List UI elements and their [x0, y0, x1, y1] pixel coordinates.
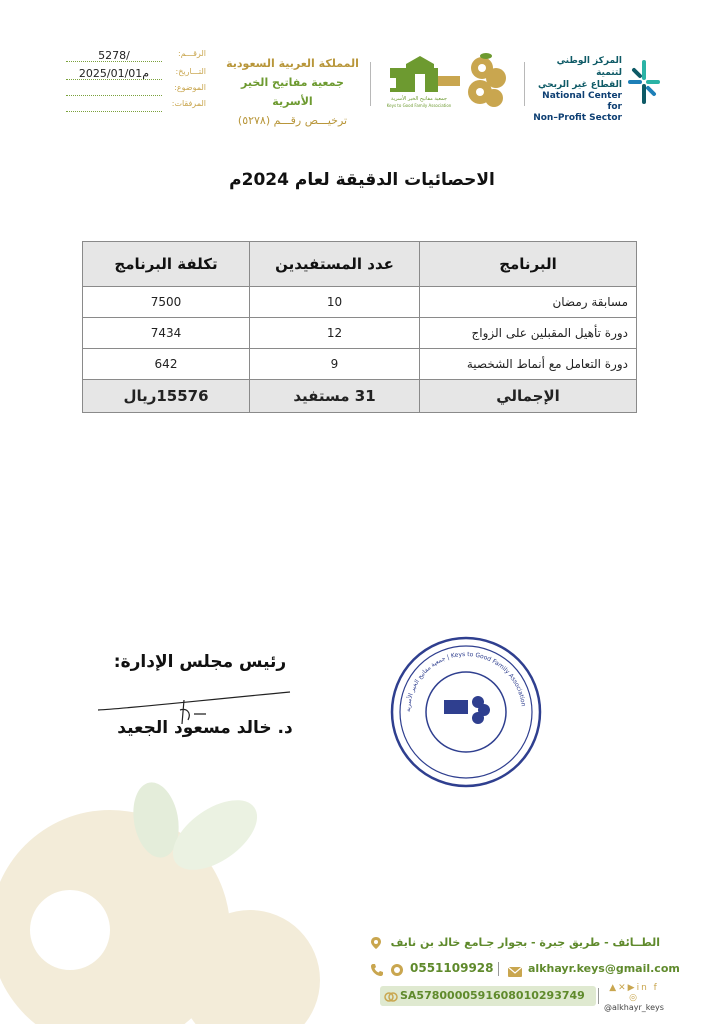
- footer-phone: 0551109928: [410, 961, 494, 975]
- cost-cell: 7500: [83, 287, 250, 318]
- cost-cell: 642: [83, 349, 250, 380]
- statistics-table: [82, 241, 637, 413]
- program-cell: دورة التعامل مع أنماط الشخصية: [420, 349, 637, 380]
- ncnp-ar-line2: القطاع غير الربحي: [538, 80, 622, 90]
- footer-address-row: [280, 936, 660, 950]
- ncnp-star-icon: [626, 60, 662, 104]
- table-row: [83, 287, 637, 318]
- stamp-seal-icon: [390, 636, 542, 788]
- table-total-row: [83, 380, 637, 413]
- total-beneficiaries: 31 مستفيد: [250, 380, 420, 413]
- meta-subject: [66, 83, 206, 97]
- meta-number-value: 5278/: [98, 49, 130, 62]
- whatsapp-icon: [390, 962, 404, 976]
- dotted-line: [66, 111, 162, 112]
- footer-email: alkhayr.keys@gmail.com: [528, 962, 680, 975]
- signatory-name: د. خالد مسعود الجعيد: [117, 718, 293, 738]
- footer-divider: [598, 988, 599, 1004]
- dotted-line: [66, 61, 162, 62]
- meta-date-value: 2025/01/01م: [78, 67, 150, 80]
- bank-icon: [384, 989, 398, 1003]
- logo-en-caption: Keys to Good Family Association: [386, 103, 452, 108]
- header-divider: [370, 62, 371, 106]
- mail-icon: [508, 963, 522, 975]
- beneficiaries-cell: 12: [250, 318, 420, 349]
- meta-number-label: الرقـــم:: [178, 49, 206, 58]
- association-name: جمعية مفاتيح الخير الأسرية: [241, 76, 344, 108]
- table-header-program: البرنامج: [420, 242, 637, 287]
- header-divider: [524, 62, 525, 106]
- dotted-line: [66, 95, 162, 96]
- license-number: ترخيـــص رقـــم (٥٢٧٨): [237, 114, 348, 127]
- kingdom-line: المملكة العربية السعودية: [226, 57, 359, 70]
- location-pin-icon: [369, 936, 383, 950]
- association-logo: [384, 52, 514, 116]
- total-label: الإجمالي: [420, 380, 637, 413]
- footer-divider: [498, 962, 499, 976]
- decorative-background: [0, 780, 330, 1024]
- phone-icon: [370, 962, 384, 976]
- meta-date-label: التـــاريخ:: [175, 67, 206, 76]
- table-header-cost: تكلفة البرنامج: [83, 242, 250, 287]
- table-row: [83, 349, 637, 380]
- meta-date: [66, 67, 206, 81]
- logo-ar-caption: جمعية مفاتيح الخير الأسرية: [391, 96, 447, 102]
- footer-address: الطــائف - طريق جبرة - بجوار جـامع خالد بن نايف: [390, 936, 660, 949]
- social-block: [604, 983, 664, 1012]
- footer-iban: SA5780000591608010293749: [400, 989, 585, 1002]
- page-title: الاحصائيات الدقيقة لعام 2024م: [229, 170, 495, 190]
- program-cell: مسابقة رمضان: [420, 287, 637, 318]
- dotted-line: [66, 79, 162, 80]
- cost-cell: 7434: [83, 318, 250, 349]
- meta-number: [66, 49, 206, 63]
- ncnp-logo-text: [532, 55, 622, 124]
- beneficiaries-cell: 9: [250, 349, 420, 380]
- footer-contact-row: [370, 960, 680, 978]
- table-header-beneficiaries: عدد المستفيدين: [250, 242, 420, 287]
- beneficiaries-cell: 10: [250, 287, 420, 318]
- social-icons: ▲✕▶in f ◎: [609, 983, 659, 1003]
- meta-subject-label: الموضوع:: [174, 83, 206, 92]
- meta-attachments: [66, 99, 206, 113]
- kingdom-block: [220, 54, 365, 130]
- table-header-row: [83, 242, 637, 287]
- table-row: [83, 318, 637, 349]
- ncnp-emblem: [626, 60, 662, 104]
- signature-title: رئيس مجلس الإدارة:: [113, 652, 287, 672]
- ncnp-en-line1: National Center for: [542, 91, 622, 112]
- ncnp-ar-line1: المركز الوطني لتنمية: [556, 56, 622, 78]
- ncnp-en-line2: Non–Profit Sector: [533, 113, 622, 123]
- official-stamp: [390, 636, 542, 788]
- footer-social-handle: @alkhayr_keys: [604, 1003, 664, 1012]
- stamp-ring-text: جمعية مفاتيح الخير الأسرية | Keys to Good Family Association: [404, 650, 527, 713]
- total-cost: 15576ريال: [83, 380, 250, 413]
- meta-attachments-label: المرفقات:: [171, 99, 206, 108]
- program-cell: دورة تأهيل المقبلين على الزواج: [420, 318, 637, 349]
